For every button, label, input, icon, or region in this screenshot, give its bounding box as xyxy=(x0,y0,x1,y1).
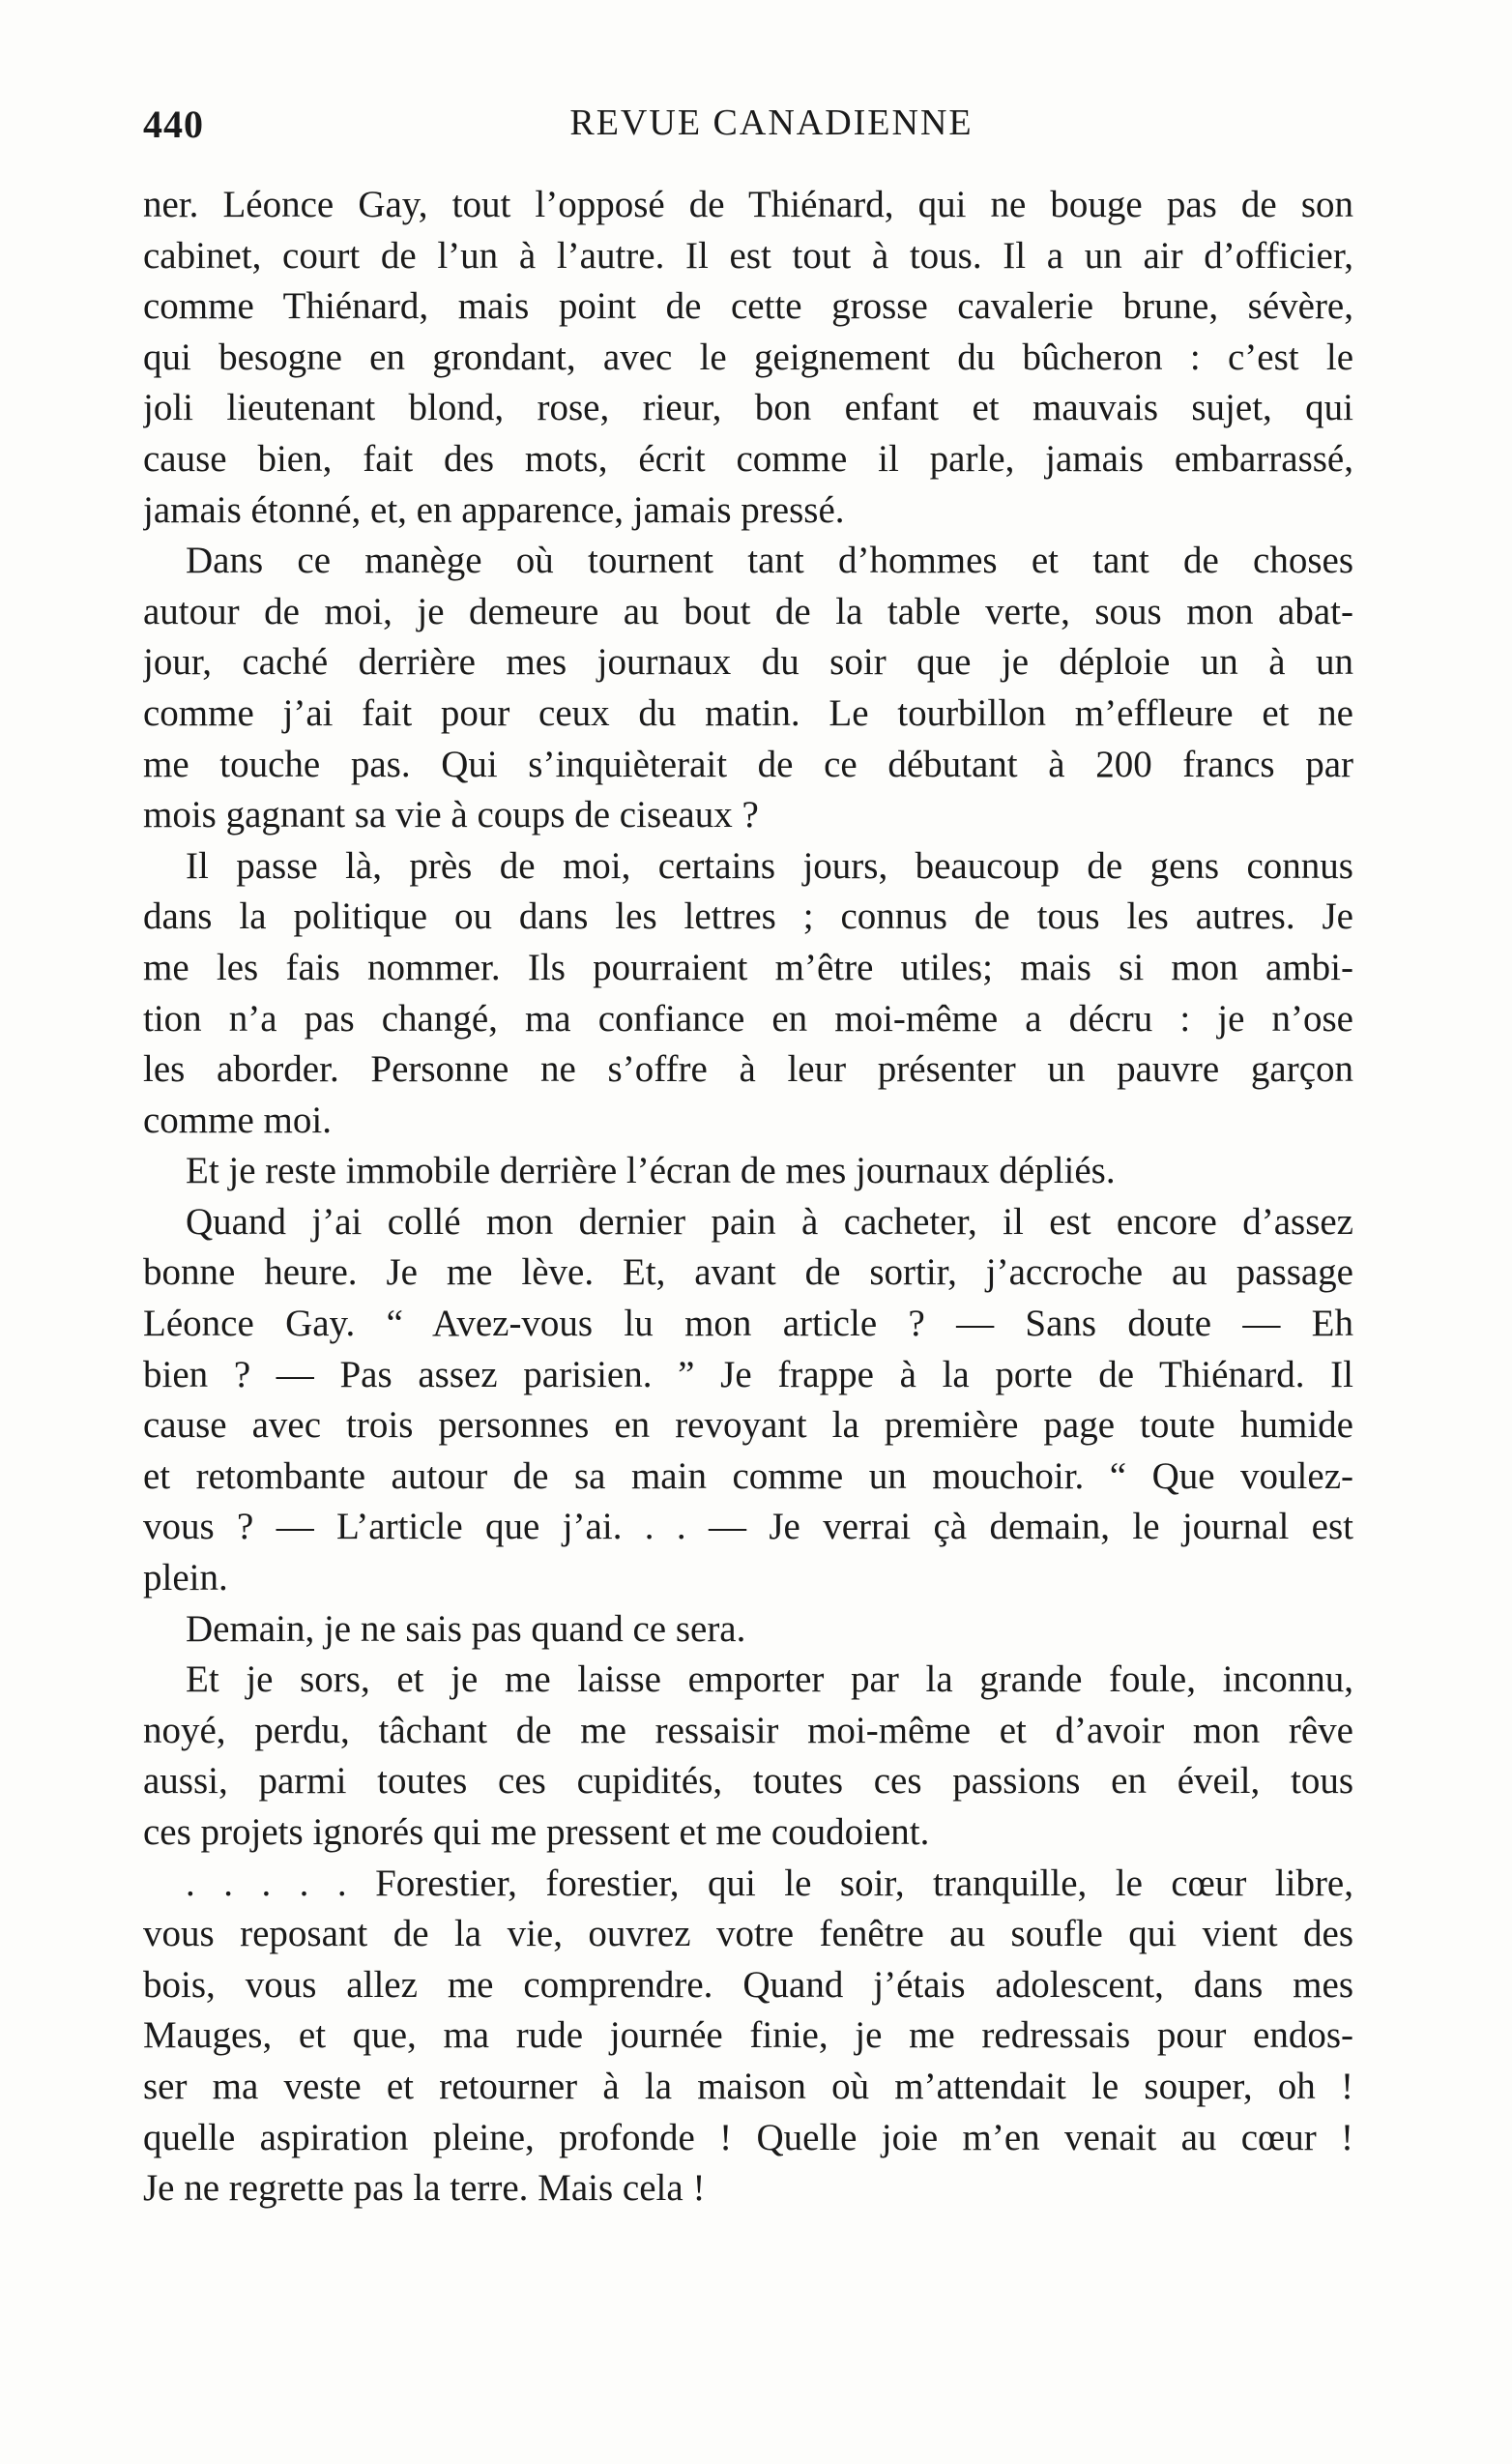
text-line: cause avec trois personnes en revoyant la première page toute humide xyxy=(143,1404,1353,1447)
text-line: Quand j’ai collé mon dernier pain à cacheter, il est encore d’assez xyxy=(186,1200,1353,1243)
text-line: comme moi. xyxy=(143,1099,332,1141)
text-line: bonne heure. Je me lève. Et, avant de sortir, j’accroche au passage xyxy=(143,1251,1353,1294)
text-line: aussi, parmi toutes ces cupidités, toutes ces passions en éveil, tous xyxy=(143,1760,1353,1803)
paragraph xyxy=(143,841,1353,1147)
running-title: REVUE CANADIENNE xyxy=(569,103,974,143)
text-line: Dans ce manège où tournent tant d’hommes et tant de choses xyxy=(186,540,1353,582)
text-line: les aborder. Personne ne s’offre à leur présenter un pauvre garçon xyxy=(143,1048,1353,1091)
paragraph xyxy=(143,1655,1353,1858)
page-header xyxy=(143,102,1361,160)
text-line: quelle aspiration pleine, profonde ! Quelle joie m’en venait au cœur ! xyxy=(143,2116,1353,2158)
text-line: ner. Léonce Gay, tout l’opposé de Thiénard, qui ne bouge pas de son xyxy=(143,184,1353,225)
paragraph xyxy=(143,1604,1353,1656)
text-line: jamais étonné, et, en apparence, jamais pressé. xyxy=(143,488,845,531)
text-line: Il passe là, près de moi, certains jours, beaucoup de gens connus xyxy=(186,844,1353,887)
text-line: ser ma veste et retourner à la maison où m’attendait le souper, oh ! xyxy=(143,2065,1353,2107)
text-line: Léonce Gay. “ Avez-vous lu mon article ? — Sans doute — Eh xyxy=(143,1303,1353,1345)
text-line: me les fais nommer. Ils pourraient m’être utiles; mais si mon ambi- xyxy=(143,946,1353,988)
text-line: comme j’ai fait pour ceux du matin. Le tourbillon m’effleure et ne xyxy=(143,691,1353,734)
paragraph xyxy=(143,180,1353,536)
text-line: . . . . . Forestier, forestier, qui le soir, tranquille, le cœur libre, xyxy=(186,1862,1353,1904)
paragraph xyxy=(143,1197,1353,1604)
text-line: Demain, je ne sais pas quand ce sera. xyxy=(186,1607,746,1650)
text-line: Et je reste immobile derrière l’écran de mes journaux dépliés. xyxy=(186,1150,1116,1192)
text-line: Et je sors, et je me laisse emporter par la grande foule, inconnu, xyxy=(186,1658,1353,1701)
text-line: bois, vous allez me comprendre. Quand j’étais adolescent, dans mes xyxy=(143,1963,1353,2006)
text-line: Je ne regrette pas la terre. Mais cela ! xyxy=(143,2167,706,2210)
text-line: plein. xyxy=(143,1557,228,1599)
text-line: bien ? — Pas assez parisien. ” Je frappe à la porte de Thiénard. Il xyxy=(143,1353,1353,1395)
body-text xyxy=(143,180,1353,2215)
page-number: 440 xyxy=(143,103,204,146)
text-line: Mauges, et que, ma rude journée finie, je me redressais pour endos- xyxy=(143,2014,1353,2057)
text-line: vous reposant de la vie, ouvrez votre fenêtre au soufle qui vient des xyxy=(143,1913,1353,1955)
text-line: tion n’a pas changé, ma confiance en moi-même a décru : je n’ose xyxy=(143,997,1353,1040)
text-line: jour, caché derrière mes journaux du soir que je déploie un à un xyxy=(143,641,1353,684)
text-line: mois gagnant sa vie à coups de ciseaux ? xyxy=(143,794,759,836)
text-line: vous ? — L’article que j’ai. . . — Je verrai çà demain, le journal est xyxy=(143,1506,1353,1548)
text-line: cabinet, court de l’un à l’autre. Il est tout à tous. Il a un air d’officier, xyxy=(143,234,1353,277)
text-line: noyé, perdu, tâchant de me ressaisir moi-même et d’avoir mon rêve xyxy=(143,1709,1353,1751)
text-line: joli lieutenant blond, rose, rieur, bon enfant et mauvais sujet, qui xyxy=(143,387,1353,429)
text-line: me touche pas. Qui s’inquièterait de ce débutant à 200 francs par xyxy=(143,743,1353,785)
paragraph xyxy=(143,1146,1353,1197)
text-line: dans la politique ou dans les lettres ; connus de tous les autres. Je xyxy=(143,895,1353,938)
text-line: ces projets ignorés qui me pressent et me coudoient. xyxy=(143,1811,930,1853)
text-line: cause bien, fait des mots, écrit comme il parle, jamais embarrassé, xyxy=(143,437,1353,480)
text-line: et retombante autour de sa main comme un mouchoir. “ Que voulez- xyxy=(143,1454,1353,1497)
text-line: autour de moi, je demeure au bout de la table verte, sous mon abat- xyxy=(143,590,1353,632)
text-line: comme Thiénard, mais point de cette grosse cavalerie brune, sévère, xyxy=(143,285,1353,328)
text-line: qui besogne en grondant, avec le geignement du bûcheron : c’est le xyxy=(143,336,1353,378)
paragraph xyxy=(143,536,1353,841)
paragraph xyxy=(143,1859,1353,2215)
